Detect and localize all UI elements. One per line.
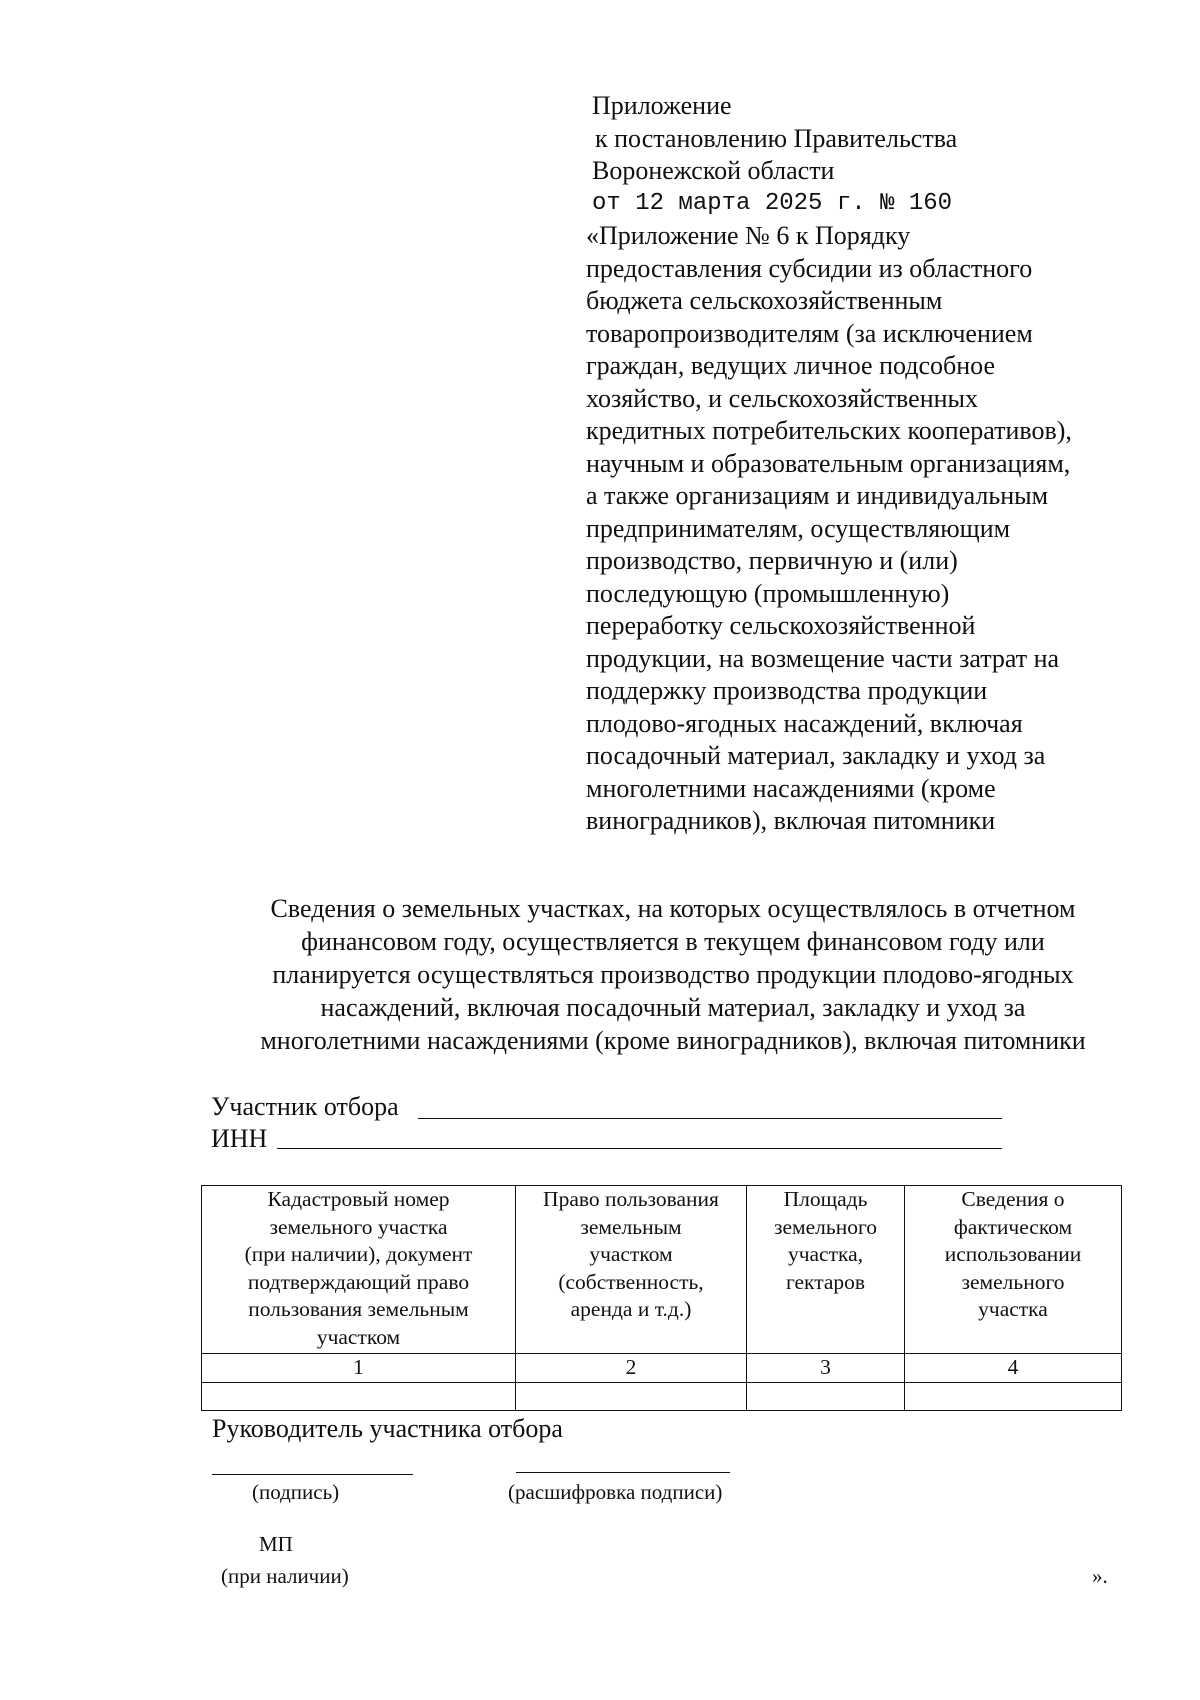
land-plots-table — [201, 1185, 1122, 1411]
signature-decode-label: (расшифровка подписи) — [508, 1480, 723, 1504]
header-text-line: использовании — [944, 1242, 1082, 1266]
header-text-line: участком — [316, 1324, 401, 1349]
empty-cell[interactable] — [516, 1382, 747, 1410]
header-text-line: земельным — [580, 1214, 682, 1239]
header-text-line: (собственность, — [558, 1269, 704, 1294]
header-text-line: Кадастровый номер — [267, 1187, 450, 1211]
appendix-line: продукции, на возмещение части затрат на — [586, 643, 1060, 673]
header-text-line: участком — [589, 1242, 673, 1266]
inn-label: ИНН — [211, 1124, 268, 1153]
number-cell: 3 — [747, 1354, 905, 1383]
number-cell: 4 — [905, 1354, 1122, 1383]
appendix-line: предпринимателям, осуществляющим — [586, 513, 1011, 543]
document-title — [200, 892, 1146, 1057]
appendix-line: граждан, ведущих личное подсобное — [586, 351, 996, 380]
header-text-line: участка, — [787, 1242, 864, 1266]
header-text-line: земельного — [773, 1214, 877, 1239]
empty-cell[interactable] — [747, 1382, 905, 1410]
appendix-line: предоставления субсидии из областного — [586, 253, 1033, 283]
signature-label: (подпись) — [252, 1480, 340, 1504]
appendix-line: многолетними насаждениями (кроме — [586, 773, 996, 803]
header-text-line: участка — [978, 1297, 1048, 1321]
appendix-line: бюджета сельскохозяйственным — [586, 286, 943, 315]
header-cell — [516, 1186, 747, 1354]
header-line: Приложение — [592, 91, 732, 120]
header-text-line: земельного — [961, 1269, 1065, 1294]
header-text-line: Право пользования — [543, 1187, 719, 1211]
appendix-line: посадочный материал, закладку и уход за — [586, 741, 1046, 770]
header-text-line: аренда и т.д.) — [570, 1297, 692, 1321]
header-text-line: земельного участка — [269, 1214, 448, 1239]
title-line: финансовом году, осуществляется в текущем финансовом году или — [301, 927, 1045, 956]
header-line: к постановлению Правительства — [595, 123, 958, 153]
table-number-row — [202, 1354, 1122, 1383]
appendix-header — [586, 90, 1072, 838]
participant-field[interactable] — [418, 1118, 1002, 1119]
title-line: планируется осуществляться производство продукции плодово-ягодных — [272, 960, 1074, 989]
title-line: насаждений, включая посадочный материал, закладку и уход за — [320, 993, 1026, 1022]
title-line: Сведения о земельных участках, на которых осуществлялось в отчетном — [270, 894, 1076, 923]
number-cell: 1 — [202, 1354, 516, 1383]
participant-label: Участник отбора — [211, 1092, 399, 1121]
appendix-line: виноградников), включая питомники — [586, 806, 996, 835]
head-label: Руководитель участника отбора — [212, 1414, 563, 1443]
header-cell — [747, 1186, 905, 1354]
appendix-line: производство, первичную и (или) — [586, 546, 958, 575]
title-line: многолетними насаждениями (кроме виноградников), включая питомники — [260, 1026, 1086, 1055]
appendix-line: товаропроизводителям (за исключением — [586, 318, 1033, 348]
header-text-line: гектаров — [785, 1269, 866, 1294]
decree-date: от 12 марта 2025 г. № 160 — [592, 189, 953, 217]
header-text-line: Площадь — [783, 1187, 868, 1211]
appendix-line: научным и образовательным организациям, — [586, 448, 1071, 478]
signature-field[interactable] — [212, 1474, 413, 1475]
empty-cell[interactable] — [202, 1382, 516, 1410]
signature-decode-field[interactable] — [516, 1472, 730, 1473]
table-header-row — [202, 1186, 1122, 1354]
inn-field[interactable] — [277, 1148, 1002, 1149]
stamp-label: МП — [259, 1532, 293, 1556]
appendix-line: хозяйство, и сельскохозяйственных — [586, 383, 979, 413]
appendix-line: кредитных потребительских кооперативов), — [586, 416, 1072, 445]
header-text-line: Сведения о — [961, 1187, 1065, 1211]
header-line: Воронежской области — [592, 156, 835, 185]
appendix-line: а также организациям и индивидуальным — [586, 481, 1049, 510]
header-text-line: (при наличии), документ — [244, 1242, 473, 1266]
header-cell — [202, 1186, 516, 1354]
header-text-line: фактическом — [953, 1214, 1073, 1239]
appendix-line: поддержку производства продукции — [586, 676, 988, 705]
stamp-note: (при наличии) — [221, 1564, 349, 1588]
table-row — [202, 1382, 1122, 1410]
appendix-line: «Приложение № 6 к Порядку — [586, 221, 911, 250]
number-cell: 2 — [516, 1354, 747, 1383]
closing-quote: ». — [1092, 1564, 1108, 1588]
header-cell — [905, 1186, 1122, 1354]
appendix-line: переработку сельскохозяйственной — [586, 611, 976, 640]
empty-cell[interactable] — [905, 1382, 1122, 1410]
header-text-line: пользования земельным — [248, 1297, 469, 1321]
header-text-line: подтверждающий право — [247, 1269, 470, 1294]
appendix-line: плодово-ягодных насаждений, включая — [586, 708, 1023, 738]
appendix-line: последующую (промышленную) — [586, 578, 950, 608]
